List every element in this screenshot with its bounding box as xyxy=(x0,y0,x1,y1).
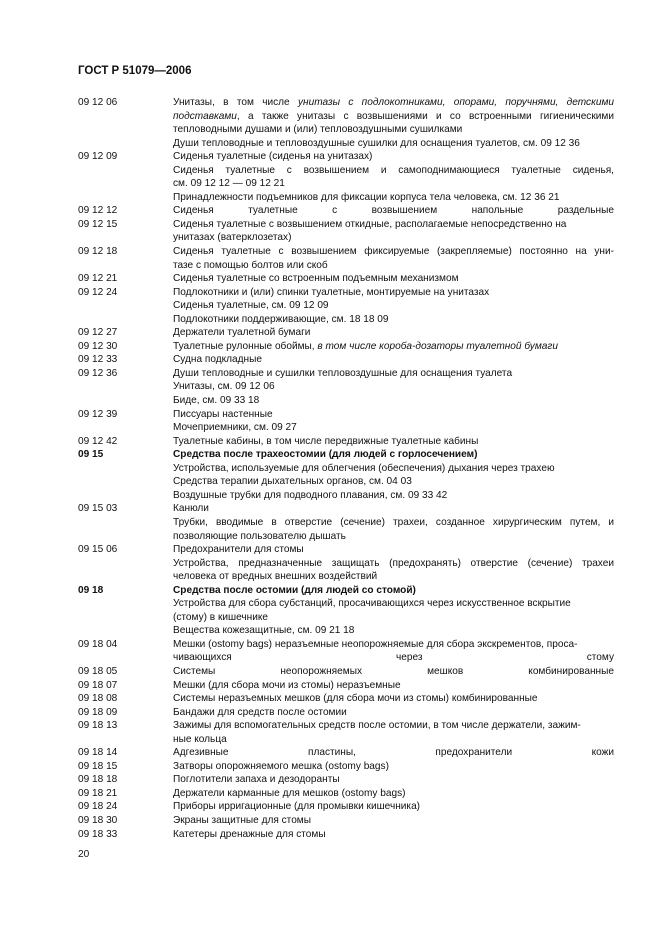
item-code: 09 12 06 xyxy=(78,97,118,108)
text-run: унитазах (ватерклозетах) xyxy=(173,232,292,244)
text-run: Средства после остомии (для людей со стомой) xyxy=(173,584,416,596)
item-description xyxy=(173,692,614,706)
description-line xyxy=(173,746,614,760)
description-line xyxy=(173,259,614,273)
text-run: Системы неопорожняемых мешков комбинированные xyxy=(173,665,614,677)
item-code: 09 18 04 xyxy=(78,638,118,650)
item-code: 09 15 xyxy=(78,449,104,461)
item-code: 09 18 33 xyxy=(78,828,118,840)
description-line xyxy=(173,557,614,571)
list-item xyxy=(78,326,614,340)
description-line xyxy=(173,530,614,544)
item-description xyxy=(173,408,614,435)
description-line xyxy=(173,597,614,611)
text-run: Унитазы, см. 09 12 06 xyxy=(173,381,275,393)
description-line xyxy=(173,462,614,476)
item-description xyxy=(173,543,614,584)
description-line xyxy=(173,164,614,178)
text-run: ные кольца xyxy=(173,733,227,745)
text-run: Сиденья туалетные с возвышением фиксируемые (закрепляемые) постоянно на уни- xyxy=(173,246,614,258)
text-run: Мешки (ostomy bags) неразъемные неопорожняемые для сбора экскрементов, проса- xyxy=(173,638,578,650)
text-run: Души тепловодные и тепловоздушные сушилки для оснащения туалетов, см. 09 12 36 xyxy=(173,137,580,149)
item-description xyxy=(173,706,614,720)
item-code: 09 15 03 xyxy=(78,503,118,515)
list-item xyxy=(78,218,614,245)
text-run: Подлокотники и (или) спинки туалетные, монтируемые на унитазах xyxy=(173,286,490,298)
text-run: Бандажи для средств после остомии xyxy=(173,706,347,718)
item-description xyxy=(173,719,614,746)
item-code: 09 12 39 xyxy=(78,408,118,420)
item-code: 09 18 09 xyxy=(78,706,118,718)
text-run: Подлокотники поддерживающие, см. 18 18 09 xyxy=(173,313,389,325)
text-run: позволяющие пользователю дышать xyxy=(173,530,346,542)
description-line xyxy=(173,475,614,489)
page-number: 20 xyxy=(78,849,90,860)
item-description xyxy=(173,286,614,327)
description-line xyxy=(173,516,614,530)
description-line xyxy=(173,828,614,842)
text-run: Сиденья туалетные с возвышением и самоподнимающиеся туалетные сиденья, xyxy=(173,164,614,176)
item-code: 09 12 21 xyxy=(78,273,118,285)
item-description xyxy=(173,502,614,543)
text-run: Мешки (для сбора мочи из стомы) неразъемные xyxy=(173,679,401,691)
item-description xyxy=(173,435,614,449)
item-code: 09 15 06 xyxy=(78,544,118,556)
item-description xyxy=(173,245,614,272)
item-code: 09 18 07 xyxy=(78,679,118,691)
list-item xyxy=(78,706,614,720)
description-line xyxy=(173,814,614,828)
text-run: Сиденья туалетные (сиденья на унитазах) xyxy=(173,151,373,163)
list-item xyxy=(78,272,614,286)
description-line xyxy=(173,245,614,259)
text-run: Души тепловодные и сушилки тепловоздушные для оснащения туалета xyxy=(173,367,513,379)
item-code: 09 18 13 xyxy=(78,720,118,732)
text-run: Сиденья туалетные, см. 09 12 09 xyxy=(173,300,329,312)
item-code: 09 18 21 xyxy=(78,787,118,799)
text-run: Устройства для сбора субстанций, просачивающихся через искусственное вскрытие xyxy=(173,598,571,610)
description-line xyxy=(173,204,614,218)
item-code: 09 18 14 xyxy=(78,747,118,759)
list-item xyxy=(78,828,614,842)
list-item xyxy=(78,773,614,787)
description-line xyxy=(173,340,614,354)
list-item xyxy=(78,787,614,801)
item-description xyxy=(173,204,614,218)
description-line xyxy=(173,679,614,693)
item-code: 09 12 42 xyxy=(78,435,118,447)
text-run: Унитазы, в том числе xyxy=(173,97,298,108)
list-item xyxy=(78,353,614,367)
item-description xyxy=(173,218,614,245)
description-line xyxy=(173,543,614,557)
item-description xyxy=(173,787,614,801)
text-run: Системы неразъемных мешков (для сбора мочи из стомы) комбинированные xyxy=(173,693,538,705)
list-item xyxy=(78,760,614,774)
description-line xyxy=(173,110,614,124)
text-run: Поглотители запаха и дезодоранты xyxy=(173,774,340,786)
description-line xyxy=(173,706,614,720)
text-run: чивающихся через стому xyxy=(173,652,614,664)
list-item xyxy=(78,245,614,272)
list-item xyxy=(78,408,614,435)
item-code: 09 18 30 xyxy=(78,814,118,826)
description-line xyxy=(173,719,614,733)
description-line xyxy=(173,123,614,137)
text-run: Средства после трахеостомии (для людей с горлосечением) xyxy=(173,449,478,461)
item-description xyxy=(173,150,614,204)
description-line xyxy=(173,326,614,340)
description-line xyxy=(173,150,614,164)
text-run: Писсуары настенные xyxy=(173,408,273,420)
description-line xyxy=(173,394,614,408)
item-code: 09 18 xyxy=(78,584,104,596)
text-run: тазе с помощью болтов или скоб xyxy=(173,259,328,271)
description-line xyxy=(173,353,614,367)
description-line xyxy=(173,218,614,232)
item-code: 09 12 24 xyxy=(78,286,118,298)
list-item xyxy=(78,665,614,679)
text-run: Затворы опорожняемого мешка (ostomy bags) xyxy=(173,760,389,772)
item-code: 09 18 24 xyxy=(78,801,118,813)
description-line xyxy=(173,760,614,774)
text-run: Воздушные трубки для подводного плавания, см. 09 33 42 xyxy=(173,489,448,501)
description-line xyxy=(173,191,614,205)
description-line xyxy=(173,96,614,110)
list-item xyxy=(78,204,614,218)
list-item xyxy=(78,448,614,502)
item-code: 09 12 36 xyxy=(78,367,118,379)
description-line xyxy=(173,286,614,300)
text-run: Предохранители для стомы xyxy=(173,544,304,556)
item-code: 09 12 12 xyxy=(78,205,118,217)
document-header: ГОСТ Р 51079—2006 xyxy=(78,65,192,77)
description-line xyxy=(173,137,614,151)
text-run: тепловодными душами и (или) тепловоздушными сушилками xyxy=(173,124,463,136)
item-description xyxy=(173,828,614,842)
item-description xyxy=(173,448,614,502)
item-description xyxy=(173,814,614,828)
description-line xyxy=(173,624,614,638)
item-code: 09 12 33 xyxy=(78,354,118,366)
list-item xyxy=(78,800,614,814)
text-run: Катетеры дренажные для стомы xyxy=(173,828,326,840)
list-item xyxy=(78,96,614,150)
text-run: (стому) в кишечнике xyxy=(173,611,269,623)
description-line xyxy=(173,733,614,747)
text-run: Принадлежности подъемников для фиксации корпуса тела человека, см. 12 36 21 xyxy=(173,191,560,203)
text-run: Держатели карманные для мешков (ostomy bags) xyxy=(173,787,406,799)
text-run: Приборы ирригационные (для промывки кишечника) xyxy=(173,801,421,813)
description-line xyxy=(173,448,614,462)
description-line xyxy=(173,787,614,801)
item-description xyxy=(173,665,614,679)
item-code: 09 18 18 xyxy=(78,774,118,786)
description-line xyxy=(173,611,614,625)
list-item xyxy=(78,692,614,706)
description-line xyxy=(173,665,614,679)
description-line xyxy=(173,272,614,286)
description-line xyxy=(173,584,614,598)
description-line xyxy=(173,489,614,503)
text-run: Биде, см. 09 33 18 xyxy=(173,395,260,407)
description-line xyxy=(173,435,614,449)
text-run: Сиденья туалетные со встроенным подъемным механизмом xyxy=(173,273,459,285)
description-line xyxy=(173,692,614,706)
list-item xyxy=(78,543,614,584)
item-description xyxy=(173,679,614,693)
item-description xyxy=(173,340,614,354)
description-line xyxy=(173,313,614,327)
item-description xyxy=(173,638,614,665)
list-item xyxy=(78,814,614,828)
item-code: 09 12 15 xyxy=(78,218,118,230)
description-line xyxy=(173,570,614,584)
item-description xyxy=(173,746,614,760)
text-run: Устройства, используемые для облегчения (обеспечения) дыхания через трахею xyxy=(173,462,555,474)
description-line xyxy=(173,800,614,814)
text-run: см. 09 12 12 — 09 12 21 xyxy=(173,178,285,190)
item-description xyxy=(173,367,614,408)
text-run: в том числе короба-дозаторы туалетной бумаги xyxy=(317,340,558,352)
list-item xyxy=(78,719,614,746)
description-line xyxy=(173,408,614,422)
list-item xyxy=(78,502,614,543)
item-description xyxy=(173,800,614,814)
text-run: Мочеприемники, см. 09 27 xyxy=(173,422,297,434)
description-line xyxy=(173,367,614,381)
list-item xyxy=(78,679,614,693)
text-run: Зажимы для вспомогательных средств после остомии, в том числе держатели, зажим- xyxy=(173,720,581,732)
list-item xyxy=(78,435,614,449)
list-item xyxy=(78,150,614,204)
list-item xyxy=(78,746,614,760)
item-description xyxy=(173,584,614,638)
text-run: Туалетные кабины, в том числе передвижные туалетные кабины xyxy=(173,435,479,447)
text-run: , а также унитазы с возвышениями и со встроенными гигиеническими xyxy=(236,110,614,122)
list-item xyxy=(78,367,614,408)
item-description xyxy=(173,272,614,286)
text-run: Сиденья туалетные с возвышением напольные раздельные xyxy=(173,205,614,217)
item-code: 09 18 08 xyxy=(78,693,118,705)
item-code: 09 12 27 xyxy=(78,327,118,339)
description-line xyxy=(173,299,614,313)
description-line xyxy=(173,380,614,394)
description-line xyxy=(173,421,614,435)
text-run: подставками xyxy=(173,110,237,122)
text-run: Сиденья туалетные с возвышением откидные, располагаемые непосредственно на xyxy=(173,218,567,230)
text-run: Устройства, предназначенные защищать (предохранять) отверстие (сечение) трахеи xyxy=(173,557,614,569)
text-run: Судна подкладные xyxy=(173,354,262,366)
list-item xyxy=(78,584,614,638)
text-run: Туалетные рулонные обоймы, xyxy=(173,340,318,352)
list-item xyxy=(78,286,614,327)
item-description xyxy=(173,760,614,774)
item-description xyxy=(173,773,614,787)
description-line xyxy=(173,502,614,516)
item-code: 09 12 18 xyxy=(78,246,118,258)
text-run: унитазы с подлокотниками, опорами, поручнями, детскими xyxy=(297,97,615,108)
item-code: 09 18 15 xyxy=(78,760,118,772)
item-code: 09 12 09 xyxy=(78,151,118,163)
text-run: Адгезивные пластины, предохранители кожи xyxy=(173,747,614,759)
description-line xyxy=(173,177,614,191)
classification-list xyxy=(78,96,614,841)
text-run: Средства терапии дыхательных органов, см. 04 03 xyxy=(173,476,412,488)
text-run: Канюли xyxy=(173,503,209,515)
item-description xyxy=(173,353,614,367)
text-run: Трубки, вводимые в отверстие (сечение) трахеи, созданное хирургическим путем, и xyxy=(173,516,614,528)
list-item xyxy=(78,340,614,354)
text-run: Держатели туалетной бумаги xyxy=(173,327,311,339)
text-run: Экраны защитные для стомы xyxy=(173,814,312,826)
description-line xyxy=(173,231,614,245)
item-code: 09 12 30 xyxy=(78,340,118,352)
text-run: человека от вредных внешних воздействий xyxy=(173,571,378,583)
item-description xyxy=(173,326,614,340)
text-run: Вещества кожезащитные, см. 09 21 18 xyxy=(173,625,355,637)
item-code: 09 18 05 xyxy=(78,665,118,677)
item-description xyxy=(173,96,614,150)
list-item xyxy=(78,638,614,665)
description-line xyxy=(173,638,614,652)
description-line xyxy=(173,651,614,665)
description-line xyxy=(173,773,614,787)
